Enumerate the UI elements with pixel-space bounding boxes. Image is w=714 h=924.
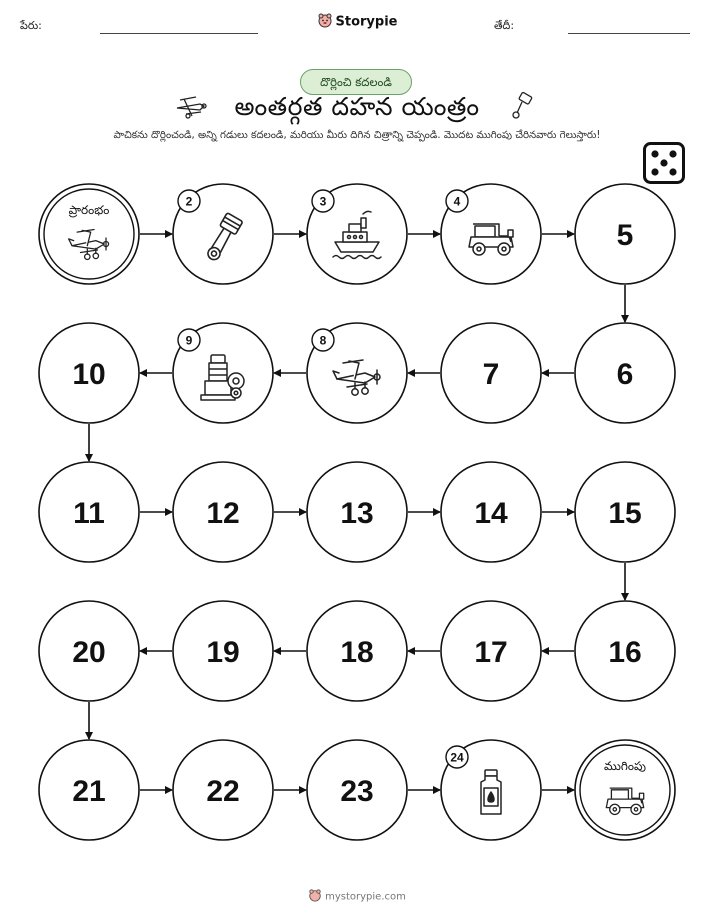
square-number: 23 bbox=[340, 775, 374, 808]
board-square-15[interactable] bbox=[575, 462, 675, 562]
square-number: 7 bbox=[482, 358, 500, 391]
board-square-20[interactable] bbox=[39, 601, 139, 701]
board-square-12[interactable] bbox=[173, 462, 273, 562]
board-square-4[interactable] bbox=[441, 184, 541, 284]
square-number: 19 bbox=[206, 636, 240, 669]
board-square-18[interactable] bbox=[307, 601, 407, 701]
square-number: 9 bbox=[185, 333, 193, 348]
square-number: 24 bbox=[450, 750, 464, 765]
board-square-9[interactable] bbox=[173, 323, 273, 423]
board-square-23[interactable] bbox=[307, 740, 407, 840]
page-title: అంతర్గత దహన యంత్రం bbox=[234, 92, 480, 121]
square-number: 17 bbox=[474, 636, 508, 669]
board-square-25[interactable] bbox=[575, 740, 675, 840]
square-label: ప్రారంభం bbox=[68, 203, 110, 217]
square-number: 6 bbox=[616, 358, 634, 391]
square-number: 2 bbox=[185, 194, 193, 209]
board-square-5[interactable] bbox=[575, 184, 675, 284]
square-number: 14 bbox=[474, 497, 508, 530]
date-label: తేదీ: bbox=[494, 19, 515, 32]
board-square-24[interactable] bbox=[441, 740, 541, 840]
board-square-7[interactable] bbox=[441, 323, 541, 423]
square-number: 11 bbox=[73, 497, 105, 530]
footer bbox=[0, 888, 714, 905]
square-number: 10 bbox=[72, 358, 106, 391]
name-label: పేరు: bbox=[20, 19, 42, 32]
instructions: పాచికను దొర్లించండి, అన్ని గడులు కదలండి, మరియు మీరు దిగిన చిత్రాన్ని చెప్పండి. మొదట ముగింపు చేరినవారు గెలుస్తారు! bbox=[113, 130, 601, 141]
brand-name: Storypie bbox=[335, 14, 398, 30]
square-number: 16 bbox=[608, 636, 642, 669]
board-square-6[interactable] bbox=[575, 323, 675, 423]
square-label: ముగింపు bbox=[604, 759, 646, 773]
board-square-8[interactable] bbox=[307, 323, 407, 423]
board-square-19[interactable] bbox=[173, 601, 273, 701]
board-square-22[interactable] bbox=[173, 740, 273, 840]
square-number: 13 bbox=[340, 497, 374, 530]
square-number: 12 bbox=[206, 497, 240, 530]
board-square-10[interactable] bbox=[39, 323, 139, 423]
board-square-2[interactable] bbox=[173, 184, 273, 284]
square-number: 18 bbox=[340, 636, 374, 669]
board-square-11[interactable] bbox=[39, 462, 139, 562]
board-square-21[interactable] bbox=[39, 740, 139, 840]
square-number: 3 bbox=[319, 194, 327, 209]
storypie-footer-logo-icon bbox=[308, 888, 322, 905]
roll-and-move-tag: దొర్లించి కదలండి bbox=[300, 69, 412, 95]
footer-site: mystorypie.com bbox=[325, 891, 406, 903]
board-square-16[interactable] bbox=[575, 601, 675, 701]
square-number: 22 bbox=[206, 775, 240, 808]
square-number: 15 bbox=[608, 497, 642, 530]
square-number: 4 bbox=[453, 194, 461, 209]
square-number: 8 bbox=[319, 333, 327, 348]
board-square-1[interactable] bbox=[39, 184, 139, 284]
board-square-17[interactable] bbox=[441, 601, 541, 701]
square-number: 5 bbox=[616, 219, 634, 252]
board-square-3[interactable] bbox=[307, 184, 407, 284]
square-number: 21 bbox=[72, 775, 106, 808]
board-square-13[interactable] bbox=[307, 462, 407, 562]
square-number: 20 bbox=[72, 636, 106, 669]
board-square-14[interactable] bbox=[441, 462, 541, 562]
